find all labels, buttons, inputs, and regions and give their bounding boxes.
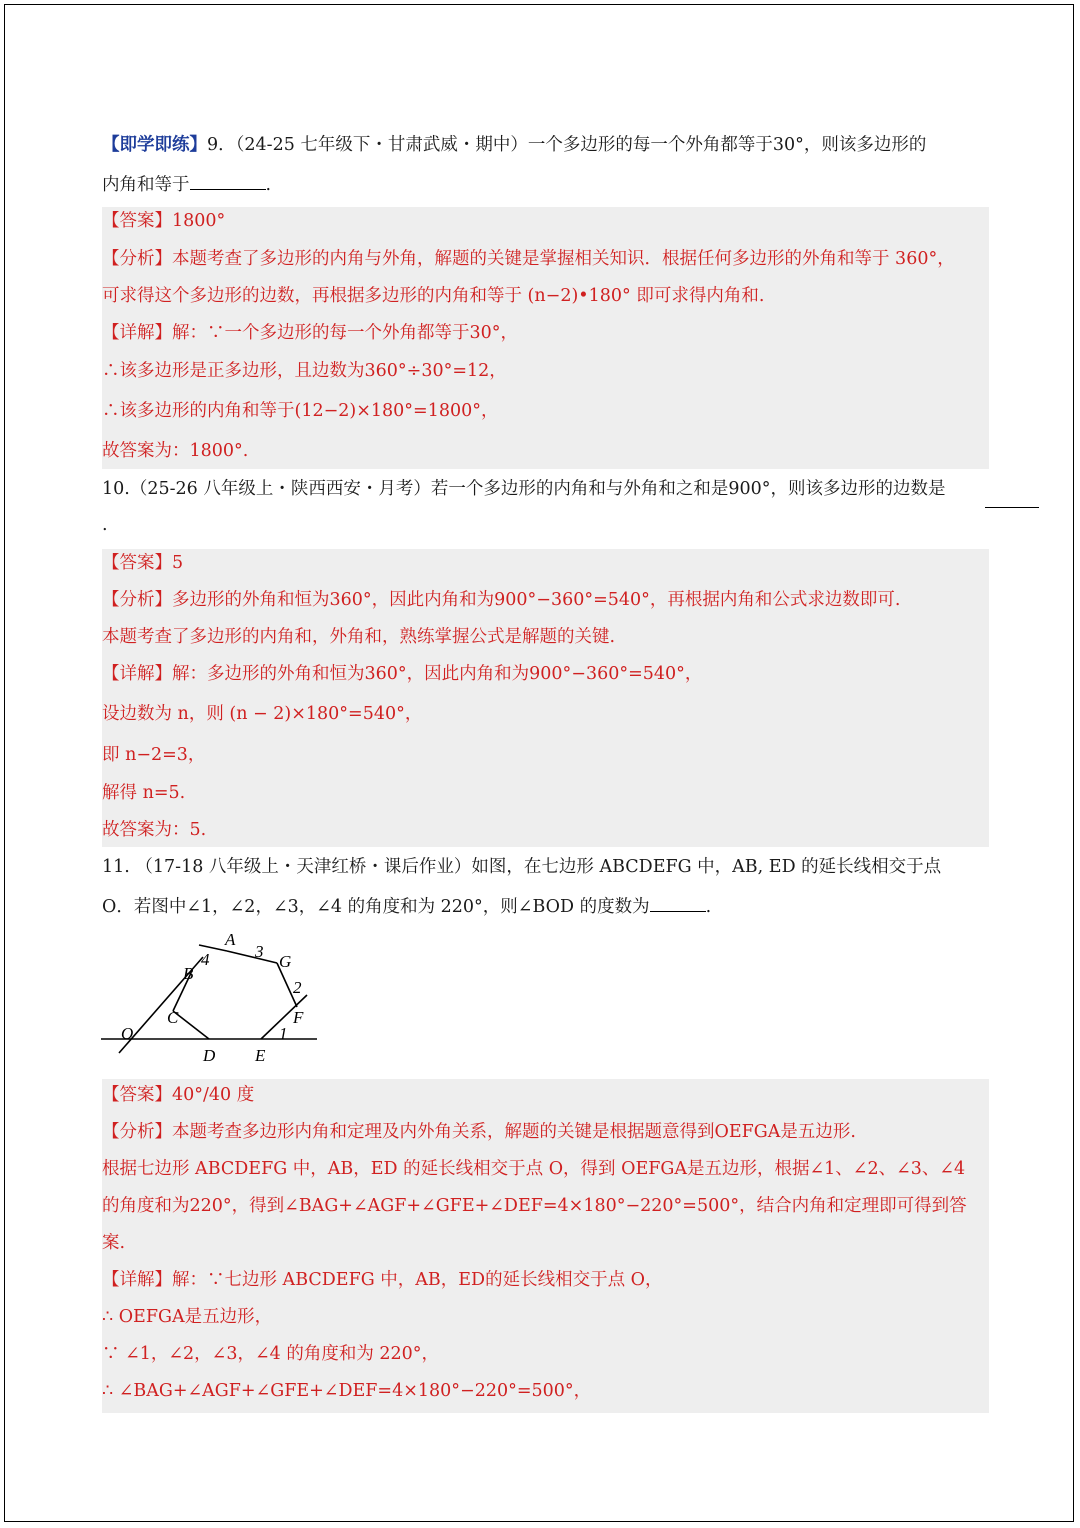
- document-page: [4, 4, 1074, 1522]
- q10-line-2: .: [102, 515, 108, 535]
- figure-angle-4: 4: [201, 950, 210, 969]
- figure-label-d: D: [203, 1046, 216, 1065]
- q9-line-1: [102, 133, 926, 157]
- q10-detail-2: 设边数为 n，则 (n − 2)×180°=540°，: [102, 704, 423, 724]
- q11-analysis-4: 案.: [102, 1233, 126, 1253]
- figure-angle-2: 2: [293, 978, 302, 997]
- q9-answer: 【答案】1800°: [102, 211, 226, 231]
- figure-angle-1: 1: [279, 1024, 288, 1043]
- figure-label-a: A: [225, 930, 236, 949]
- q11-detail-4: ∴ ∠BAG+∠AGF+∠GFE+∠DEF=4×180°−220°=500°，: [102, 1381, 592, 1401]
- figure-label-c: C: [167, 1008, 179, 1027]
- q9-detail-1: 【详解】解：∵一个多边形的每一个外角都等于30°，: [102, 323, 519, 343]
- q11-detail-1: 【详解】解：∵七边形 ABCDEFG 中，AB，ED的延长线相交于点 O，: [102, 1270, 663, 1290]
- q11-line-2: [102, 893, 711, 919]
- q9-line-2: [102, 171, 271, 197]
- q10-answer: 【答案】5: [102, 553, 184, 573]
- figure-angle-3: 3: [255, 942, 264, 961]
- q10-analysis-1: 【分析】多边形的外角和恒为360°，因此内角和为900°−360°=540°，再根据内角和公式求边数即可.: [102, 590, 901, 610]
- q9-tag: 【即学即练】: [102, 135, 207, 155]
- q10-line-1: [102, 477, 946, 501]
- side-ag: [227, 951, 277, 963]
- q10-detail-4: 解得 n=5.: [102, 783, 186, 803]
- q9-detail-3: ∴该多边形的内角和等于(12−2)×180°=1800°，: [102, 401, 499, 421]
- q11-answer-blank[interactable]: [650, 893, 706, 912]
- q10-detail-3: 即 n−2=3，: [102, 745, 206, 765]
- q10-detail-5: 故答案为：5.: [102, 820, 207, 840]
- figure-label-o: O: [121, 1024, 134, 1043]
- q9-stem: 9．（24-25 七年级下・甘肃武威・期中）一个多边形的每一个外角都等于30°，则该多边形的: [207, 135, 927, 155]
- q9-stem-end: .: [265, 175, 272, 195]
- q11-analysis-2: 根据七边形 ABCDEFG 中，AB，ED 的延长线相交于点 O，得到 OEFGA是五边形，根据∠1、∠2、∠3、∠4: [102, 1159, 966, 1179]
- q11-stem-end: .: [705, 897, 712, 917]
- q11-answer: 【答案】40°/40 度: [102, 1085, 255, 1105]
- q10-stem: 10.（25-26 八年级上・陕西西安・月考）若一个多边形的内角和与外角和之和是900°，则该多边形的边数是: [102, 479, 946, 499]
- q11-analysis-1: 【分析】本题考查多边形内角和定理及内外角关系，解题的关键是根据题意得到OEFGA是五边形.: [102, 1122, 856, 1142]
- q11-detail-2: ∴ OEFGA是五边形，: [102, 1307, 273, 1327]
- figure-label-f: F: [293, 1008, 304, 1027]
- q11-line-1: 11. （17-18 八年级上・天津红桥・课后作业）如图，在七边形 ABCDEFG 中，AB, ED 的延长线相交于点: [102, 857, 942, 877]
- q9-detail-4: 故答案为：1800°.: [102, 441, 249, 461]
- heptagon-figure: [99, 927, 327, 1067]
- figure-label-e: E: [255, 1046, 266, 1065]
- q10-answer-blank[interactable]: [985, 489, 1039, 508]
- q9-analysis-2: 可求得这个多边形的边数，再根据多边形的内角和等于 (n−2)•180° 即可求得内角和.: [102, 286, 765, 306]
- q11-detail-3: ∵ ∠1，∠2，∠3，∠4 的角度和为 220°，: [102, 1344, 440, 1364]
- q9-analysis-1: 【分析】本题考查了多边形的内角与外角，解题的关键是掌握相关知识．根据任何多边形的外角和等于 360°，: [102, 249, 955, 269]
- figure-label-g: G: [279, 952, 292, 971]
- q9-stem-2: 内角和等于: [102, 175, 190, 195]
- figure-label-b: B: [183, 964, 194, 983]
- q9-answer-blank[interactable]: [190, 171, 266, 190]
- side-cd: [173, 1011, 209, 1039]
- q9-detail-2: ∴该多边形是正多边形，且边数为360°÷30°=12，: [102, 361, 507, 381]
- q10-detail-1: 【详解】解：多边形的外角和恒为360°，因此内角和为900°−360°=540°，: [102, 664, 703, 684]
- q11-analysis-3: 的角度和为220°，得到∠BAG+∠AGF+∠GFE+∠DEF=4×180°−220°=500°，结合内角和定理即可得到答: [102, 1196, 967, 1216]
- q11-stem-2: O．若图中∠1，∠2，∠3，∠4 的角度和为 220°，则∠BOD 的度数为: [102, 897, 650, 917]
- q10-analysis-2: 本题考查了多边形的内角和，外角和，熟练掌握公式是解题的关键.: [102, 627, 616, 647]
